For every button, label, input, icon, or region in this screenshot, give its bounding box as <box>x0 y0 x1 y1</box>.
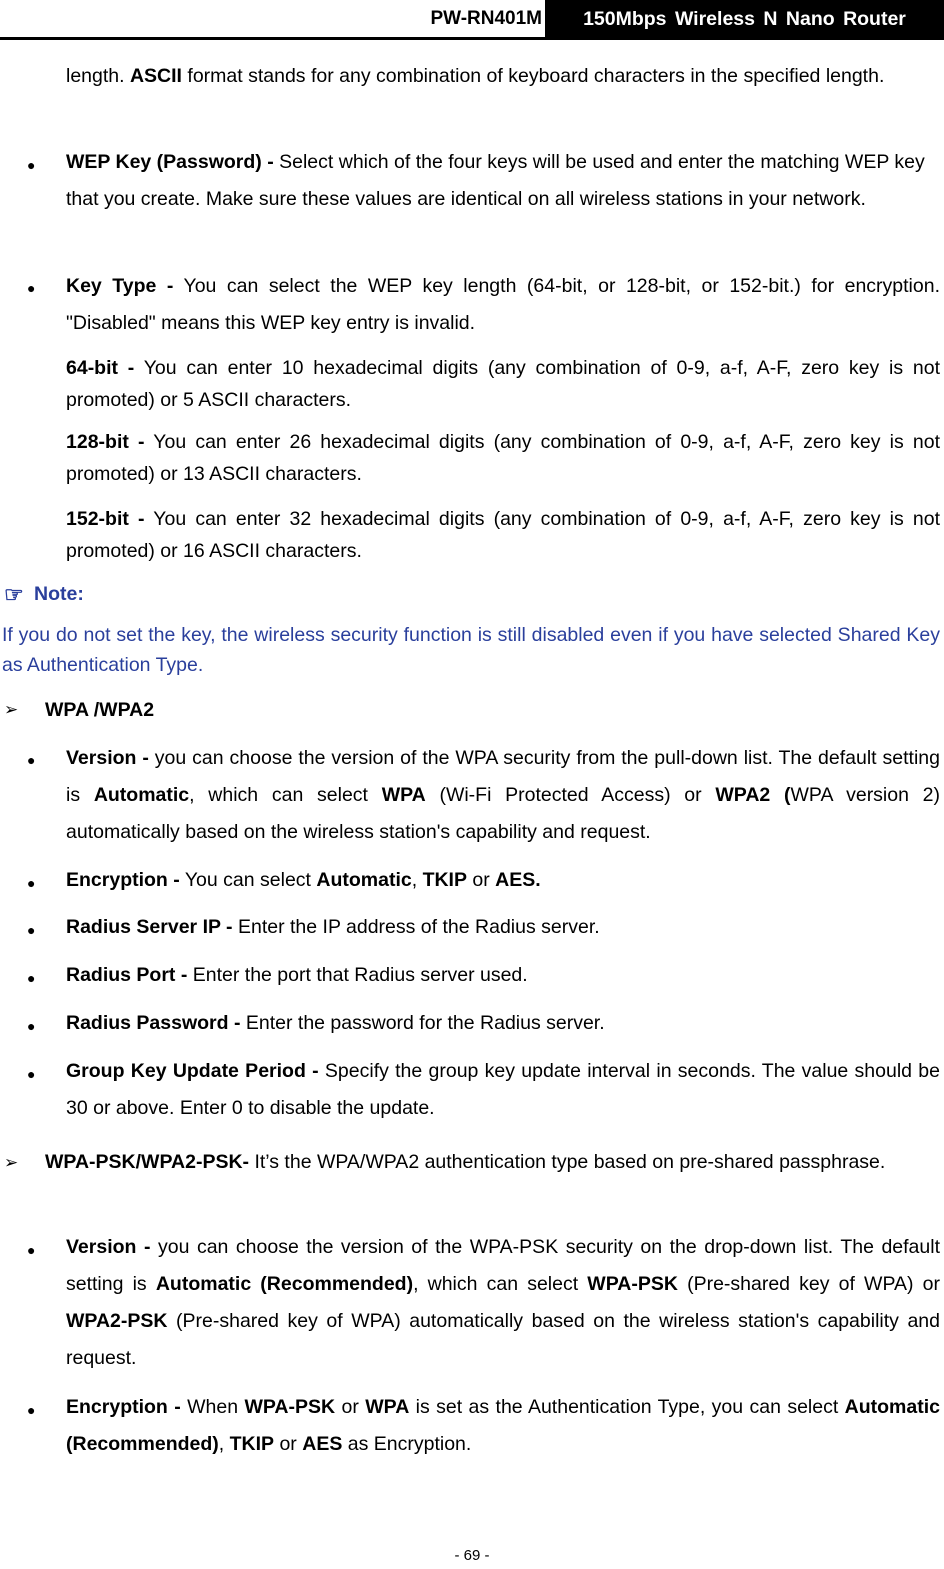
header-product: 150Mbps Wireless N Nano Router <box>545 0 944 38</box>
bullet-icon: ● <box>27 1066 36 1082</box>
note-heading: ☞ Note: <box>4 582 84 607</box>
header-model: PW-RN401M <box>430 8 542 29</box>
note-text: If you do not set the key, the wireless security function is still disabled even if you have selected Shared Key as Authentication Type. <box>2 624 940 676</box>
bullet-icon: ● <box>27 875 36 891</box>
bit64-item: 64-bit - You can enter 10 hexadecimal digits (any combination of 0-9, a-f, A-F, zero key is not promoted) or 5 ASCII characters. <box>66 357 940 411</box>
ascii-paragraph: length. ASCII format stands for any combination of keyboard characters in the specified length. <box>66 65 885 87</box>
bullet-icon: ● <box>27 922 36 938</box>
bullet-icon: ● <box>27 1402 36 1418</box>
arrow-bullet-icon: ➢ <box>4 1153 19 1172</box>
radius-port-item: Radius Port - Enter the port that Radius server used. <box>66 964 528 986</box>
psk-version-item: Version - you can choose the version of the WPA-PSK security on the drop-down list. The default setting is Automatic (Recommended), which can select WPA-PSK (Pre-shared key of WPA) or WPA2-PSK (Pre-shared key of WPA) automatically based on the wireless station's capability and request. <box>66 1236 940 1369</box>
bullet-icon: ● <box>27 1242 36 1258</box>
bullet-icon: ● <box>27 1018 36 1034</box>
group-key-item: Group Key Update Period - Specify the group key update interval in seconds. The value should be 30 or above. Enter 0 to disable the update. <box>66 1060 940 1119</box>
key-type-item: Key Type - You can select the WEP key length (64-bit, or 128-bit, or 152-bit.) for encryption. "Disabled" means this WEP key entry is invalid. <box>66 275 940 334</box>
radius-password-item: Radius Password - Enter the password for the Radius server. <box>66 1012 605 1034</box>
page-header <box>0 0 944 42</box>
radius-ip-item: Radius Server IP - Enter the IP address of the Radius server. <box>66 916 600 938</box>
page-number: - 69 - <box>454 1547 490 1564</box>
bit152-item: 152-bit - You can enter 32 hexadecimal digits (any combination of 0-9, a-f, A-F, zero key is not promoted) or 16 ASCII characters. <box>66 508 940 562</box>
wpa-version-item: Version - you can choose the version of the WPA security from the pull-down list. The default setting is Automatic, which can select WPA (Wi-Fi Protected Access) or WPA2 (WPA version 2) automatically based on the wireless station's capability and request. <box>66 747 941 843</box>
bullet-icon: ● <box>27 280 36 296</box>
arrow-bullet-icon: ➢ <box>4 700 19 719</box>
header-rule <box>0 37 944 40</box>
bullet-icon: ● <box>27 970 36 986</box>
bullet-icon: ● <box>27 157 36 173</box>
wpa-heading: WPA /WPA2 <box>45 699 155 721</box>
psk-encryption-item: Encryption - When WPA-PSK or WPA is set as the Authentication Type, you can select Automatic (Recommended), TKIP or AES as Encryption. <box>66 1396 940 1455</box>
wep-key-item: WEP Key (Password) - Select which of the four keys will be used and enter the matching WEP key that you create. Make sure these values are identical on all wireless stations in your network. <box>66 151 925 210</box>
pointing-hand-icon: ☞ <box>4 582 24 607</box>
psk-heading: WPA-PSK/WPA2-PSK- It’s the WPA/WPA2 authentication type based on pre-shared passphrase. <box>45 1151 886 1173</box>
bit128-item: 128-bit - You can enter 26 hexadecimal digits (any combination of 0-9, a-f, A-F, zero key is not promoted) or 13 ASCII characters. <box>66 431 940 485</box>
bullet-icon: ● <box>27 752 36 768</box>
wpa-encryption-item: Encryption - You can select Automatic, TKIP or AES. <box>66 869 541 891</box>
